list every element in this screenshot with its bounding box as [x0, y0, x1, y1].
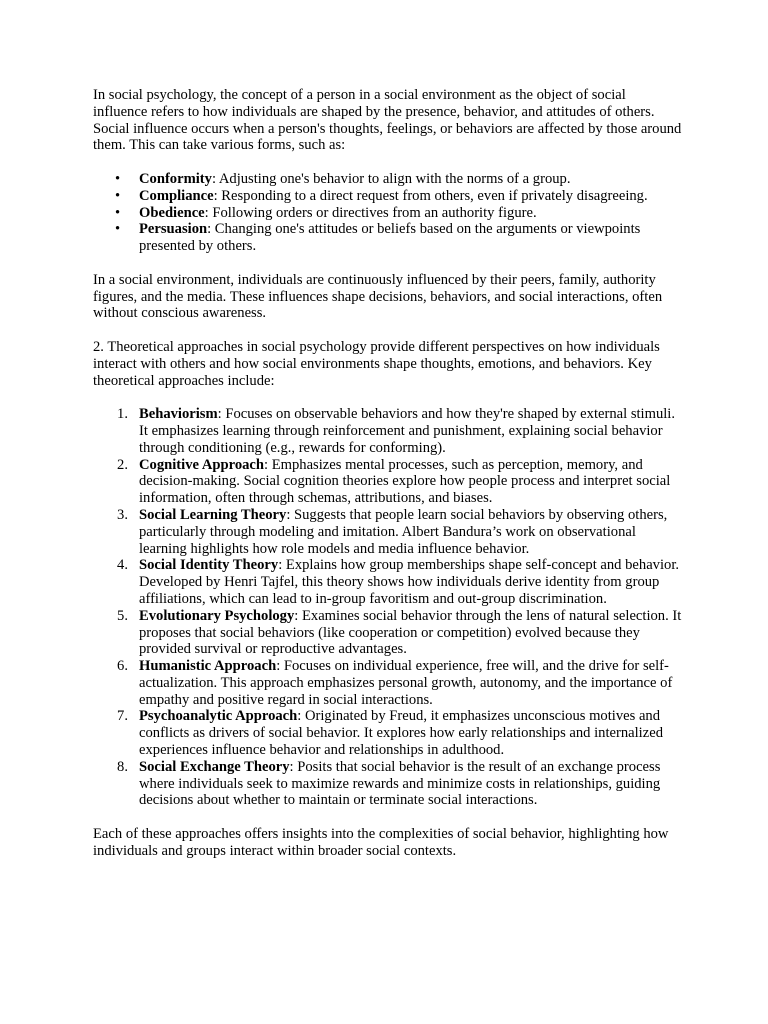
- list-item-text: : Originated by Freud, it emphasizes unconscious motives and conflicts as drivers of social behavior. It explores how early relationships and internalized experiences influence behavior and relationships in adulthood.: [139, 708, 663, 759]
- list-item-term: Compliance: [139, 187, 214, 204]
- list-item-number: 4.: [117, 557, 128, 574]
- list-item-text: : Responding to a direct request from others, even if privately disagreeing.: [213, 187, 648, 204]
- list-item-term: Cognitive Approach: [139, 456, 265, 473]
- list-item-term: Humanistic Approach: [139, 658, 277, 675]
- bullet-marker: •: [115, 170, 121, 187]
- list-item-number: 2.: [117, 456, 128, 473]
- list-item-number: 6.: [117, 658, 128, 675]
- list-item: [93, 188, 683, 205]
- list-item-text: : Suggests that people learn social behaviors by observing others, particularly through modeling and imitation. Albert Bandura’s work on observational learning highlights how role models and media influence behavior.: [139, 506, 668, 557]
- list-item: [93, 205, 683, 222]
- list-item: [93, 507, 683, 557]
- list-item-term: Obedience: [139, 204, 205, 221]
- theoretical-approaches-paragraph: 2. Theoretical approaches in social psychology provide different perspectives on how individuals interact with others and how social environments shape thoughts, emotions, and behaviors. Key theoretical approaches include:: [93, 338, 660, 389]
- list-item: [93, 406, 683, 456]
- list-item-number: 7.: [117, 708, 128, 725]
- list-item-text: : Posits that social behavior is the result of an exchange process where individuals seek to maximize rewards and minimize costs in relationships, guiding decisions about whether to maintain or terminate social interactions.: [139, 758, 661, 809]
- list-item-number: 1.: [117, 406, 128, 423]
- list-item-term: Social Exchange Theory: [139, 758, 290, 775]
- list-item-text: : Changing one's attitudes or beliefs based on the arguments or viewpoints presented by others.: [139, 221, 641, 255]
- list-item: [93, 457, 683, 507]
- list-item-text: : Explains how group memberships shape self-concept and behavior. Developed by Henri Tajfel, this theory shows how individuals derive identity from group affiliations, which can lead to in-group favoritism and out-group discrimination.: [139, 557, 680, 607]
- intro-paragraph: In social psychology, the concept of a person in a social environment as the object of social influence refers to how individuals are shaped by the presence, behavior, and attitudes of others. Social influence occurs when a person's thoughts, feelings, or behaviors are affected by those around them. This can take various forms, such as:: [93, 87, 682, 154]
- list-item-text: : Focuses on observable behaviors and how they're shaped by external stimuli. It emphasizes learning through reinforcement and punishment, explaining social behavior through conditioning (e.g., rewards for conforming).: [139, 406, 676, 456]
- list-item-text: : Examines social behavior through the lens of natural selection. It proposes that social behaviors (like cooperation or competition) evolved because they provided survival or reproductive advantages.: [139, 607, 682, 658]
- list-item: [93, 708, 683, 758]
- list-item: [93, 759, 683, 809]
- list-item-term: Evolutionary Psychology: [139, 607, 295, 624]
- list-item-text: : Following orders or directives from an authority figure.: [204, 204, 537, 221]
- list-item-number: 5.: [117, 607, 128, 624]
- social-environment-paragraph: In a social environment, individuals are continuously influenced by their peers, family, authority figures, and the media. These influences shape decisions, behaviors, and social interactions, often without conscious awareness.: [93, 271, 663, 322]
- list-item-term: Persuasion: [139, 221, 208, 238]
- social-influence-list: [93, 171, 683, 255]
- list-item-term: Social Identity Theory: [139, 557, 279, 574]
- bullet-marker: •: [115, 221, 121, 238]
- document-page: [93, 87, 683, 860]
- list-item: [93, 171, 683, 188]
- list-item: [93, 608, 683, 658]
- theoretical-approaches-list: [93, 406, 683, 809]
- list-item: [93, 557, 683, 607]
- list-item-term: Conformity: [139, 170, 212, 187]
- bullet-marker: •: [115, 187, 121, 204]
- list-item-term: Psychoanalytic Approach: [139, 708, 298, 725]
- list-item-term: Behaviorism: [139, 406, 218, 423]
- bullet-marker: •: [115, 204, 121, 221]
- conclusion-paragraph: Each of these approaches offers insights into the complexities of social behavior, highlighting how individuals and groups interact within broader social contexts.: [93, 826, 669, 859]
- list-item-text: : Emphasizes mental processes, such as perception, memory, and decision-making. Social cognition theories explore how people process and interpret social information, often through schemas, attributions, and biases.: [139, 456, 671, 507]
- list-item-number: 3.: [117, 506, 128, 523]
- list-item-term: Social Learning Theory: [139, 506, 287, 523]
- list-item-text: : Focuses on individual experience, free will, and the drive for self-actualization. This approach emphasizes personal growth, autonomy, and the importance of empathy and positive regard in social interactions.: [139, 658, 673, 708]
- list-item-number: 8.: [117, 758, 128, 775]
- list-item: [93, 221, 683, 255]
- list-item-text: : Adjusting one's behavior to align with the norms of a group.: [211, 170, 571, 187]
- list-item: [93, 658, 683, 708]
